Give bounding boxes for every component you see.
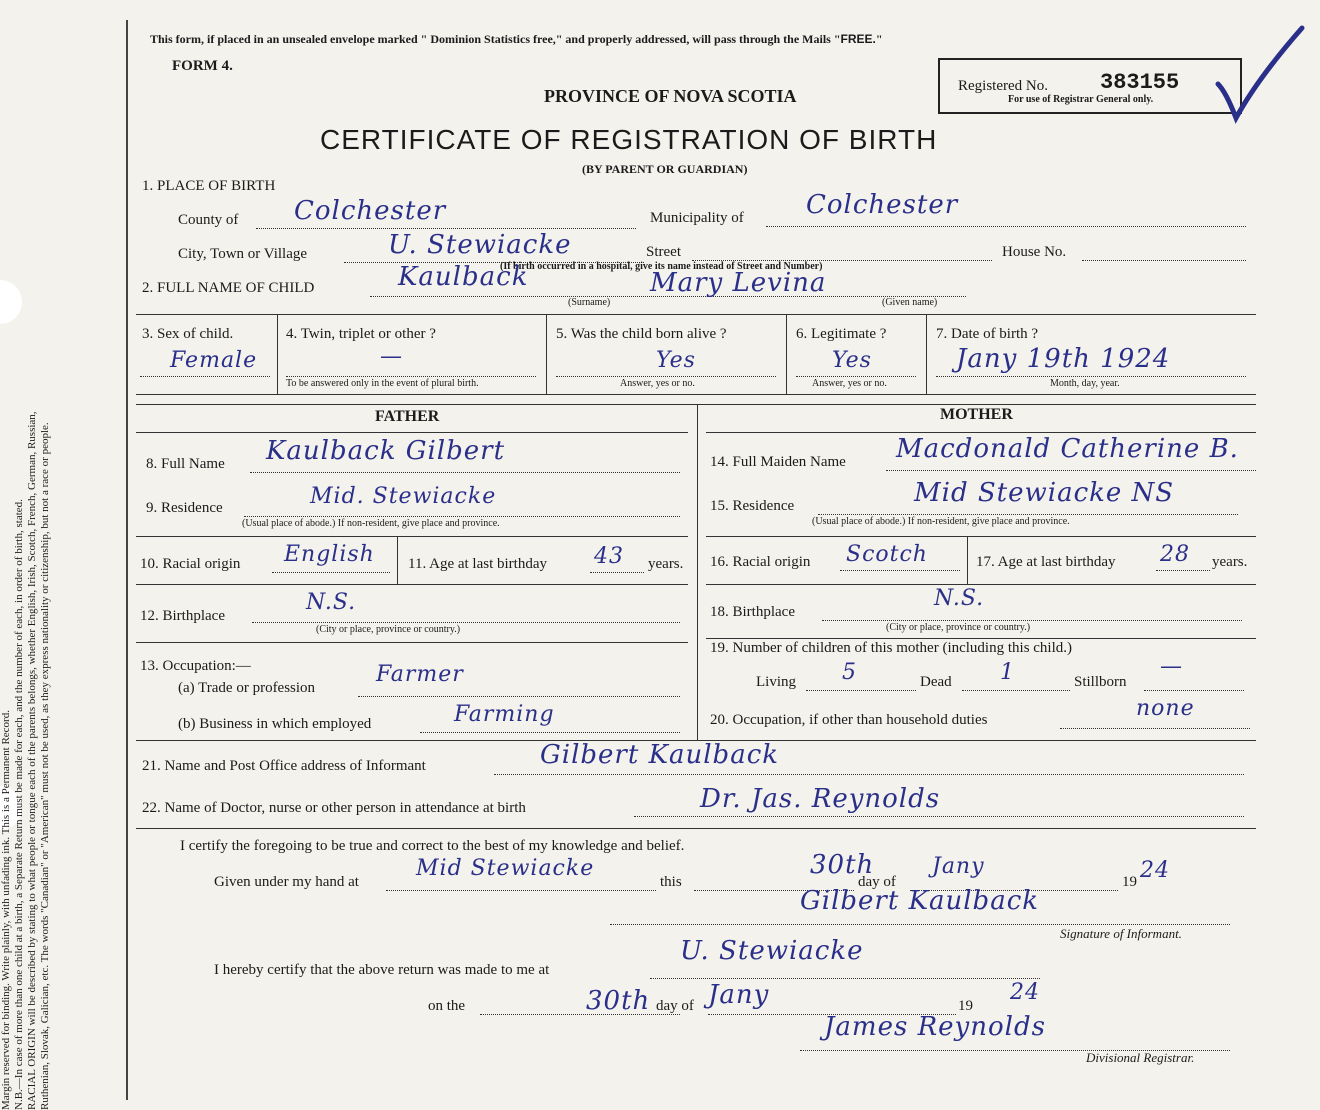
father-residence-value: Mid. Stewiacke (310, 484, 497, 509)
side-note-2: N.B.—In case of more than one child at a birth, a Separate Return must be made for each, and the number of each, in order of birth, stated. (13, 499, 25, 1110)
year-prefix: 19 (1122, 874, 1137, 890)
mother-racial-divider (967, 536, 968, 584)
place-of-birth-heading: 1. PLACE OF BIRTH (142, 178, 276, 194)
father-heading: FATHER (375, 408, 440, 425)
given-place-value: Mid Stewiacke (416, 856, 595, 881)
father-birthplace-label: 12. Birthplace (140, 608, 225, 624)
mother-age-line (1156, 570, 1210, 571)
father-racial-line (272, 572, 390, 573)
father-residence-note: (Usual place of abode.) If non-resident, give place and province. (242, 518, 500, 529)
informant-value: Gilbert Kaulback (540, 740, 780, 770)
father-age-line (590, 572, 644, 573)
registrar-day-value: 30th (586, 986, 651, 1016)
mother-heading: MOTHER (940, 406, 1013, 423)
registrar-signature: James Reynolds (824, 1012, 1046, 1042)
municipality-label: Municipality of (650, 210, 744, 226)
day-value: 30th (810, 850, 875, 880)
legit-line (796, 376, 916, 377)
informant-line (494, 774, 1244, 775)
twin-value: — (380, 344, 403, 369)
stillborn-label: Stillborn (1074, 674, 1127, 690)
child-surname: Kaulback (398, 262, 529, 292)
father-trade-line (358, 696, 680, 697)
informant-signature-line (610, 924, 1230, 925)
alive-line (556, 376, 776, 377)
registrar-caption: Divisional Registrar. (1086, 1050, 1195, 1065)
side-note-3: RACIAL ORIGIN will be described by stating to what people or tongue each of the parents belongs, whether English, Irish, Scotch, French, German, Russian, (26, 411, 38, 1110)
given-caption: (Given name) (882, 297, 938, 308)
father-racial-divider (397, 536, 398, 584)
municipality-value: Colchester (806, 190, 959, 220)
mail-notice-prefix: This form, if placed in an unsealed envelope marked " Dominion Statistics free," and properly addressed, will pass through the Mails " (150, 32, 841, 46)
sex-value: Female (170, 348, 258, 373)
registrar-month-value: Jany (708, 980, 770, 1010)
mother-residence-value: Mid Stewiacke NS (914, 478, 1175, 508)
province-heading: PROVINCE OF NOVA SCOTIA (544, 86, 797, 106)
father-birthplace-note: (City or place, province or country.) (316, 624, 461, 635)
father-residence-line (244, 516, 680, 517)
doctor-line (634, 816, 1244, 817)
registration-note: For use of Registrar General only. (1008, 94, 1154, 105)
father-age-value: 43 (594, 544, 624, 569)
mother-racial-line (840, 570, 960, 571)
legit-label: 6. Legitimate ? (796, 326, 887, 342)
margin-rule (126, 20, 128, 1100)
this-label: this (660, 874, 682, 890)
mother-birthplace-value: N.S. (934, 586, 985, 611)
house-label: House No. (1002, 244, 1067, 260)
mother-racial-label: 16. Racial origin (710, 554, 811, 570)
father-trade-value: Farmer (376, 662, 464, 687)
father-occupation-label: 13. Occupation:— (140, 658, 251, 674)
side-note-1: Margin reserved for binding. Write plainly, with unfading ink. This is a Permanent Record. (0, 710, 12, 1110)
father-business-value: Farming (454, 702, 555, 727)
child-given-name: Mary Levina (650, 268, 827, 298)
legit-note: Answer, yes or no. (812, 378, 887, 389)
informant-label: 21. Name and Post Office address of Informant (142, 758, 426, 774)
alive-value: Yes (656, 348, 696, 373)
county-line (256, 228, 636, 229)
father-racial-label: 10. Racial origin (140, 556, 241, 572)
registrar-on-label: on the (428, 998, 466, 1014)
father-racial-value: English (284, 542, 375, 567)
dob-line (936, 376, 1246, 377)
dayof-label: day of (858, 874, 896, 890)
mother-occupation-line (1060, 728, 1250, 729)
row3-top-rule (136, 314, 1256, 315)
municipality-line (766, 226, 1246, 227)
stillborn-value: — (1160, 654, 1183, 679)
city-value: U. Stewiacke (388, 230, 572, 260)
hospital-note: (If birth occurred in a hospital, give its name instead of Street and Number) (500, 261, 823, 272)
mother-years: years. (1212, 554, 1248, 570)
mother-racial-value: Scotch (846, 542, 928, 567)
registration-label: Registered No. (958, 78, 1048, 94)
mother-name-line (886, 470, 1256, 471)
house-line (1082, 260, 1246, 261)
mother-residence-label: 15. Residence (710, 498, 795, 514)
mail-notice (150, 32, 883, 47)
father-trade-label: (a) Trade or profession (178, 680, 316, 696)
mother-heading-rule (706, 432, 1256, 433)
certify-statement: I certify the foregoing to be true and correct to the best of my knowledge and belief. (180, 838, 685, 854)
dead-label: Dead (920, 674, 952, 690)
alive-label: 5. Was the child born alive ? (556, 326, 727, 342)
father-birthplace-value: N.S. (306, 590, 357, 615)
alive-note: Answer, yes or no. (620, 378, 695, 389)
given-place-line (386, 890, 656, 891)
mother-age-label: 17. Age at last birthday (976, 554, 1116, 570)
page-subtitle: (BY PARENT OR GUARDIAN) (582, 162, 748, 176)
father-name-line (250, 472, 680, 473)
county-value: Colchester (294, 196, 447, 226)
registrar-place-value: U. Stewiacke (680, 936, 864, 966)
certify-top-rule (136, 828, 1256, 829)
registrar-year-prefix: 19 (958, 998, 973, 1014)
side-note-4: Ruthenian, Slovak, Galician, etc. The words "Canadian" or "American" must not be used, as they express nationality or citizenship, but not a race or people. (39, 422, 51, 1110)
mother-occupation-value: none (1136, 696, 1195, 721)
twin-label: 4. Twin, triplet or other ? (286, 326, 436, 342)
registrar-dayof-label: day of (656, 998, 694, 1014)
twin-line (286, 376, 536, 377)
registrar-year-value: 24 (1010, 980, 1040, 1005)
street-label: Street (646, 244, 681, 260)
father-birthplace-rule (136, 642, 688, 643)
mother-age-value: 28 (1160, 542, 1190, 567)
doctor-value: Dr. Jas. Reynolds (700, 784, 941, 814)
informant-caption: Signature of Informant. (1060, 926, 1182, 941)
twin-note: To be answered only in the event of plural birth. (286, 378, 479, 389)
stillborn-line (1144, 690, 1244, 691)
father-heading-rule (136, 432, 688, 433)
living-line (806, 690, 916, 691)
doctor-label: 22. Name of Doctor, nurse or other person in attendance at birth (142, 800, 526, 816)
father-business-label: (b) Business in which employed (178, 716, 372, 732)
row3-div-2 (546, 314, 547, 394)
parents-top-rule (136, 404, 1256, 405)
surname-caption: (Surname) (568, 297, 611, 308)
father-years: years. (648, 556, 684, 572)
father-name-label: 8. Full Name (146, 456, 225, 472)
father-residence-label: 9. Residence (146, 500, 223, 516)
dead-line (962, 690, 1070, 691)
mother-name-label: 14. Full Maiden Name (710, 454, 846, 470)
mother-birthplace-note: (City or place, province or country.) (886, 622, 1031, 633)
sex-line (140, 376, 270, 377)
check-mark-icon (1212, 22, 1308, 132)
sex-label: 3. Sex of child. (142, 326, 234, 342)
side-notes (0, 70, 100, 1110)
mother-racial-rule-bottom (706, 584, 1256, 585)
mother-birthplace-line (822, 620, 1242, 621)
father-racial-rule-bottom (136, 584, 688, 585)
row3-div-1 (277, 314, 278, 394)
mail-notice-suffix: " (875, 32, 883, 46)
informant-signature: Gilbert Kaulback (800, 886, 1040, 916)
page-title: CERTIFICATE OF REGISTRATION OF BIRTH (320, 124, 938, 155)
mother-birthplace-rule (706, 638, 1256, 639)
father-birthplace-line (252, 622, 680, 623)
living-label: Living (756, 674, 796, 690)
dob-value: Jany 19th 1924 (956, 344, 1171, 374)
mother-name-value: Macdonald Catherine B. (896, 434, 1239, 464)
dead-value: 1 (1000, 660, 1015, 685)
county-label: County of (178, 212, 239, 228)
father-racial-rule-top (136, 536, 688, 537)
father-age-label: 11. Age at last birthday (408, 556, 547, 572)
year-value: 24 (1140, 858, 1170, 883)
mail-notice-free: FREE. (840, 32, 876, 46)
city-label: City, Town or Village (178, 246, 308, 262)
form-number: FORM 4. (172, 58, 233, 74)
row3-div-3 (786, 314, 787, 394)
row3-div-4 (926, 314, 927, 394)
mother-birthplace-label: 18. Birthplace (710, 604, 795, 620)
dob-note: Month, day, year. (1050, 378, 1120, 389)
registrar-statement: I hereby certify that the above return was made to me at (214, 962, 550, 978)
mother-residence-line (818, 514, 1238, 515)
registrar-place-line (650, 978, 1040, 979)
father-name-value: Kaulback Gilbert (266, 436, 506, 466)
dob-label: 7. Date of birth ? (936, 326, 1039, 342)
mother-occupation-label: 20. Occupation, if other than household duties (710, 712, 988, 728)
registration-number: 383155 (1100, 70, 1180, 95)
legit-value: Yes (832, 348, 872, 373)
row3-bottom-rule (136, 394, 1256, 395)
child-name-label: 2. FULL NAME OF CHILD (142, 280, 315, 296)
mother-racial-rule-top (706, 536, 1256, 537)
father-business-line (420, 732, 680, 733)
mother-children-label: 19. Number of children of this mother (including this child.) (710, 640, 1073, 656)
parents-divider (697, 404, 698, 740)
given-label: Given under my hand at (214, 874, 359, 890)
month-value: Jany (932, 854, 985, 879)
mother-residence-note: (Usual place of abode.) If non-resident, give place and province. (812, 516, 1070, 527)
living-value: 5 (842, 660, 857, 685)
registration-box (938, 58, 1242, 114)
